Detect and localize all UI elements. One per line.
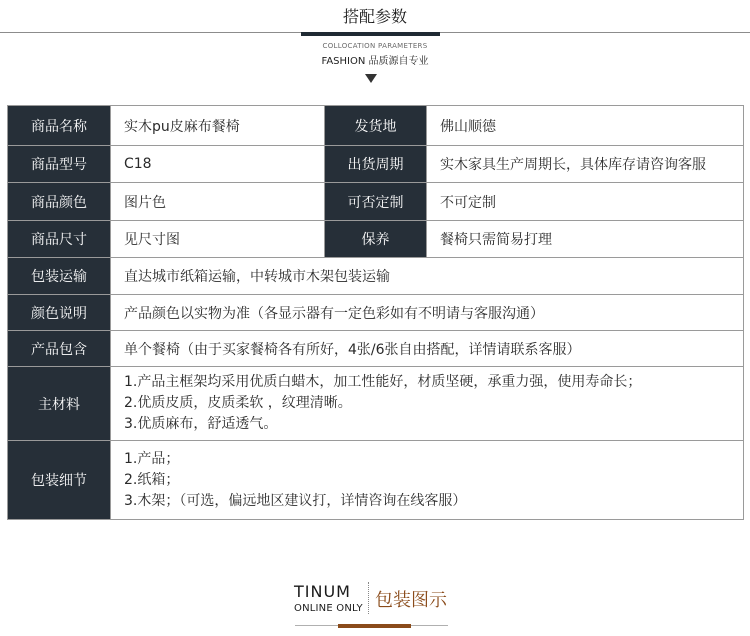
brand-name: TINUM	[294, 582, 351, 601]
materials-line: 3.优质麻布，舒适透气。	[124, 416, 278, 432]
footer-accent-bar	[338, 624, 411, 628]
section-title: 搭配参数	[342, 7, 407, 26]
param-label: 出货周期	[325, 146, 427, 183]
param-value: 不可定制	[427, 183, 744, 221]
param-label: 商品型号	[8, 146, 111, 183]
subtitle-cn: FASHION 品质源自专业	[321, 56, 429, 67]
table-row	[8, 146, 744, 183]
param-value: 直达城市纸箱运输，中转城市木架包装运输	[111, 258, 744, 295]
param-value: 实木pu皮麻布餐椅	[111, 106, 325, 146]
param-label: 发货地	[325, 106, 427, 146]
param-label: 商品尺寸	[8, 221, 111, 258]
param-label: 商品名称	[8, 106, 111, 146]
footer-section-title: 包装图示	[375, 590, 447, 611]
param-label: 保养	[325, 221, 427, 258]
param-value: 佛山顺德	[427, 106, 744, 146]
param-label: 商品颜色	[8, 183, 111, 221]
triangle-down-icon	[365, 74, 377, 83]
param-label: 包装细节	[8, 441, 111, 520]
materials-line: 1.产品主框架均采用优质白蜡木，加工性能好，材质坚硬，承重力强，使用寿命长；	[124, 374, 642, 390]
param-value: 产品颜色以实物为准（各显示器有一定色彩如有不明请与客服沟通）	[111, 295, 744, 331]
table-row	[8, 221, 744, 258]
param-label: 主材料	[8, 367, 111, 441]
param-value: 图片色	[111, 183, 325, 221]
materials-description	[111, 367, 744, 441]
header-accent-bar	[301, 32, 440, 36]
param-value: 单个餐椅（由于买家餐椅各有所好，4张/6张自由搭配，详情请联系客服）	[111, 331, 744, 367]
param-value: 见尺寸图	[111, 221, 325, 258]
param-label: 产品包含	[8, 331, 111, 367]
table-row	[8, 183, 744, 221]
brand-tagline: ONLINE ONLY	[294, 603, 363, 614]
packaging-line: 2.纸箱；	[124, 471, 180, 488]
table-row	[8, 295, 744, 331]
table-row	[8, 258, 744, 295]
table-row	[8, 441, 744, 520]
table-row	[8, 331, 744, 367]
param-value: 实木家具生产周期长，具体库存请咨询客服	[427, 146, 744, 183]
packaging-line: 3.木架；（可选，偏远地区建议打，详情咨询在线客服）	[124, 492, 467, 509]
param-value: C18	[111, 146, 325, 183]
footer-separator	[368, 582, 370, 614]
param-label: 可否定制	[325, 183, 427, 221]
table-row	[8, 106, 744, 146]
params-table	[7, 105, 744, 520]
packaging-description	[111, 441, 744, 520]
subtitle-en: COLLOCATION PARAMETERS	[322, 42, 428, 50]
param-value: 餐椅只需简易打理	[427, 221, 744, 258]
packaging-line: 1.产品；	[124, 450, 180, 467]
table-row	[8, 367, 744, 441]
param-label: 包装运输	[8, 258, 111, 295]
param-label: 颜色说明	[8, 295, 111, 331]
materials-line: 2.优质皮质，皮质柔软 ，纹理清晰。	[124, 395, 352, 411]
